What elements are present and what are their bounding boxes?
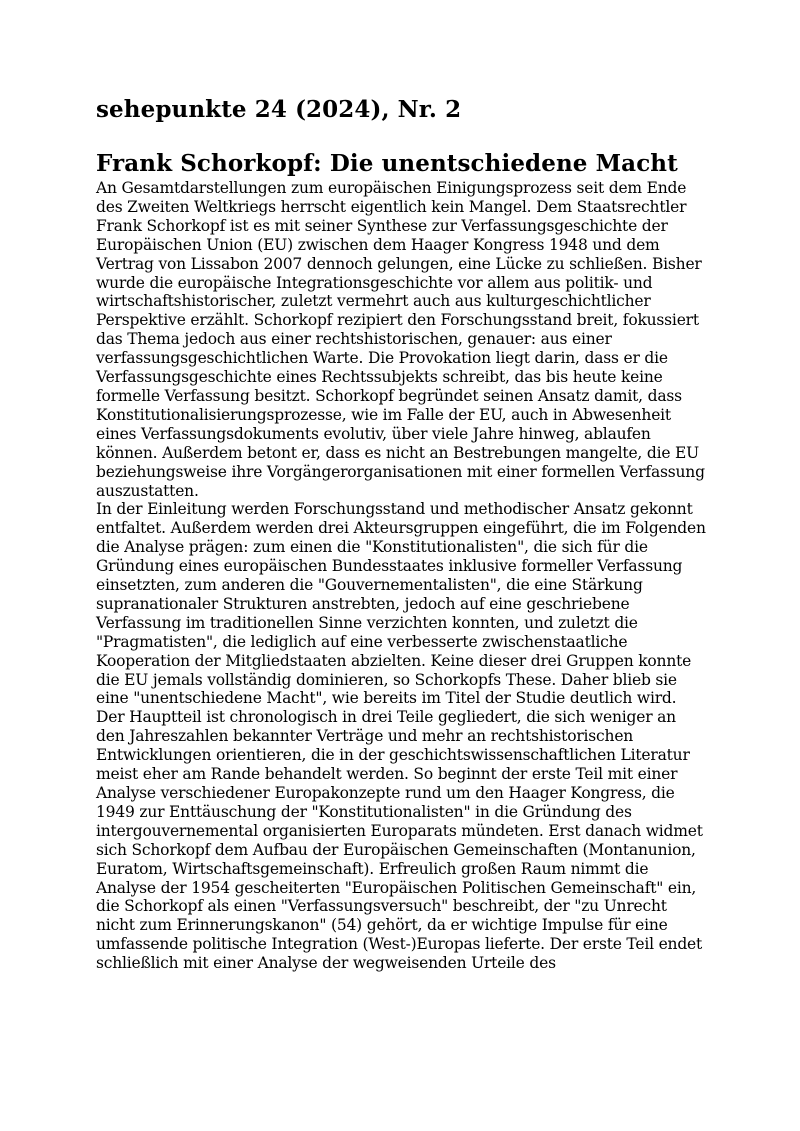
document-page xyxy=(96,96,706,973)
paragraph-main-part: Der Hauptteil ist chronologisch in drei Teile gegliedert, die sich weniger an den Jahreszahlen bekannter Verträge und mehr an rechtshistorischen Entwicklungen orientieren, die in der geschichtswissenschaftlichen Literatur meist eher am Rande behandelt werden. So beginnt der erste Teil mit einer Analyse verschiedener Europakonzepte rund um den Haager Kongress, die 1949 zur Enttäuschung der "Konstitutionalisten" in die Gründung des intergouvernemental organisierten Europarats mündeten. Erst danach widmet sich Schorkopf dem Aufbau der Europäischen Gemeinschaften (Montanunion, Euratom, Wirtschaftsgemeinschaft). Erfreulich großen Raum nimmt die Analyse der 1954 gescheiterten "Europäischen Politischen Gemeinschaft" ein, die Schorkopf als einen "Verfassungsversuch" beschreibt, der "zu Unrecht nicht zum Erinnerungskanon" (54) gehört, da er wichtige Impulse für eine umfassende politische Integration (West-)Europas lieferte. Der erste Teil endet schließlich mit einer Analyse der wegweisenden Urteile des xyxy=(96,708,703,973)
journal-issue-heading: sehepunkte 24 (2024), Nr. 2 xyxy=(96,96,462,123)
paragraph-introduction-section: In der Einleitung werden Forschungsstand und methodischer Ansatz gekonnt entfaltet. Außerdem werden drei Akteursgruppen eingeführt, die im Folgenden die Analyse prägen: zum einen die "Konstitutionalisten", die sich für die Gründung eines europäischen Bundesstaates inklusive formeller Verfassung einsetzten, zum anderen die "Gouvernementalisten", die eine Stärkung supranationaler Strukturen anstrebten, jedoch auf eine geschriebene Verfassung im traditionellen Sinne verzichten konnten, und zuletzt die "Pragmatisten", die lediglich auf eine verbesserte zwischenstaatliche Kooperation der Mitgliedstaaten abzielten. Keine dieser drei Gruppen konnte die EU jemals vollständig dominieren, so Schorkopfs These. Daher blieb sie eine "unentschiedene Macht", wie bereits im Titel der Studie deutlich wird. xyxy=(96,500,706,708)
review-title: Frank Schorkopf: Die unentschiedene Macht xyxy=(96,150,678,177)
review-body xyxy=(96,179,706,973)
paragraph-intro: An Gesamtdarstellungen zum europäischen Einigungsprozess seit dem Ende des Zweiten Weltkriegs herrscht eigentlich kein Mangel. Dem Staatsrechtler Frank Schorkopf ist es mit seiner Synthese zur Verfassungsgeschichte der Europäischen Union (EU) zwischen dem Haager Kongress 1948 und dem Vertrag von Lissabon 2007 dennoch gelungen, eine Lücke zu schließen. Bisher wurde die europäische Integrationsgeschichte vor allem aus politik- und wirtschaftshistorischer, zuletzt vermehrt auch aus kulturgeschichtlicher Perspektive erzählt. Schorkopf rezipiert den Forschungsstand breit, fokussiert das Thema jedoch aus einer rechtshistorischen, genauer: aus einer verfassungsgeschichtlichen Warte. Die Provokation liegt darin, dass er die Verfassungsgeschichte eines Rechtssubjekts schreibt, das bis heute keine formelle Verfassung besitzt. Schorkopf begründet seinen Ansatz damit, dass Konstitutionalisierungsprozesse, wie im Falle der EU, auch in Abwesenheit eines Verfassungsdokuments evolutiv, über viele Jahre hinweg, ablaufen können. Außerdem betont er, dass es nicht an Bestrebungen mangelte, die EU beziehungsweise ihre Vorgängerorganisationen mit einer formellen Verfassung auszustatten. xyxy=(96,179,705,500)
